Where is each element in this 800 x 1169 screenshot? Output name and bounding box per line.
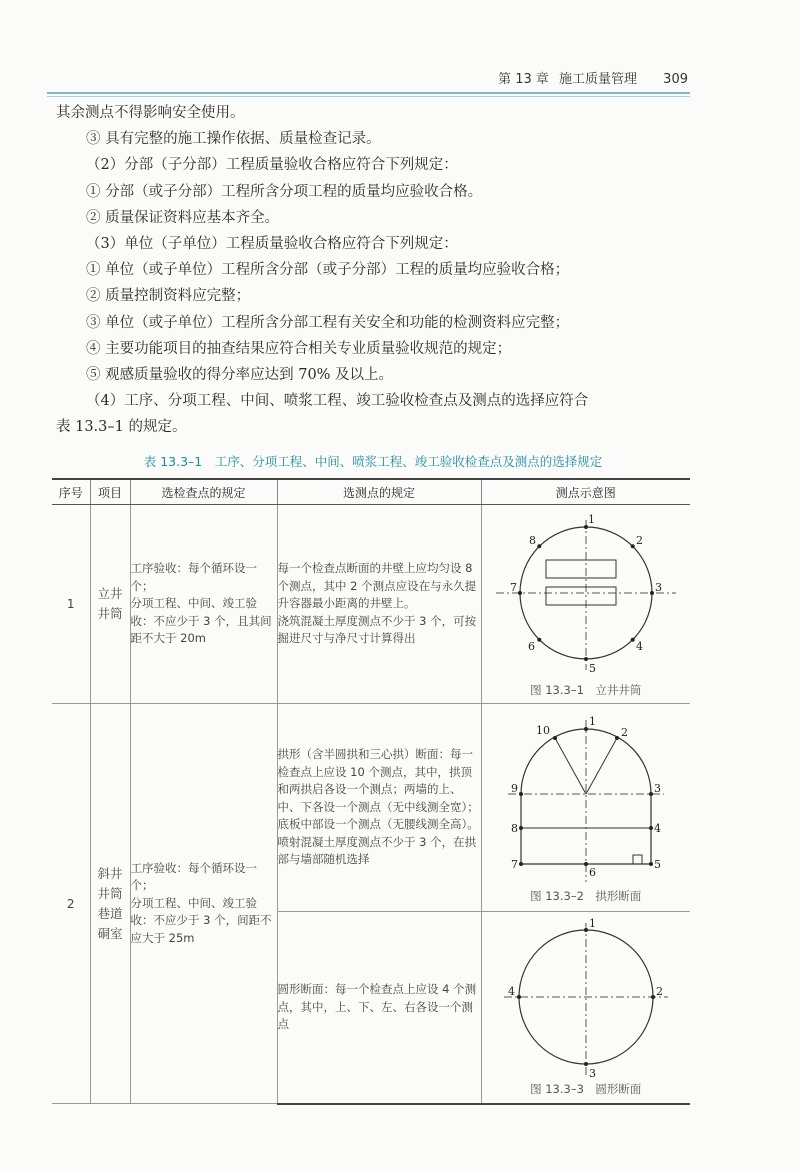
- check-rule-text: 工序验收：每个循环设一个； 分项工程、中间、竣工验收：不应少于 3 个，间距不应大于 25m: [130, 860, 272, 945]
- body-line: 表 13.3–1 的规定。: [56, 419, 187, 436]
- body-line: ③ 单位（或子单位）工程所含分部工程有关安全和功能的检测资料应完整；: [86, 314, 570, 331]
- header-text: [492, 68, 688, 87]
- point-rule-cell: [277, 912, 481, 1104]
- point-rule-cell: [277, 704, 481, 912]
- point-label: 6: [588, 865, 596, 879]
- col-header-point-rule: 选测点的规定: [277, 479, 481, 505]
- body-line: （4）工序、分项工程、中间、喷浆工程、竣工验收检查点及测点的选择应符合: [86, 393, 589, 410]
- row-item: [90, 505, 130, 704]
- running-header: [47, 68, 690, 90]
- body-line: ⑤ 观感质量验收的得分率应达到 70% 及以上。: [86, 367, 394, 384]
- chapter-title: 施工质量管理: [559, 72, 638, 87]
- figure-caption: 图 13.3–3 圆形断面: [530, 1082, 642, 1097]
- col-header-check-rule: 选检查点的规定: [130, 479, 277, 505]
- col-header-figure: 测点示意图: [481, 479, 690, 505]
- col-header-item: 项目: [90, 479, 130, 505]
- body-line: ② 质量控制资料应完整；: [86, 288, 251, 305]
- row-item: [90, 704, 130, 1104]
- figure-caption: 图 13.3–2 拱形断面: [530, 888, 642, 903]
- point-label: 2: [635, 534, 643, 547]
- table-caption: 表 13.3–1 工序、分项工程、中间、喷浆工程、竣工验收检查点及测点的选择规定: [143, 454, 603, 469]
- check-rule-cell: [130, 505, 277, 704]
- arch-section-figure: [486, 712, 686, 888]
- body-line: ① 分部（或子分部）工程所含分项工程的质量均应验收合格。: [86, 183, 483, 200]
- table-row: [52, 704, 690, 912]
- point-rule-text: 每一个检查点断面的井壁上应均匀设 8 个测点，其中 2 个测点应设在与永久提升容器最小距离的井壁上。 浇筑混凝土厚度测点不少于 3 个，可按掘进尺寸与净尺寸计算得出: [277, 561, 477, 646]
- check-rule-text: 工序验收：每个循环设一个； 分项工程、中间、竣工验收：不应少于 3 个，且其间距不大于 20m: [130, 561, 272, 646]
- point-label: 8: [528, 534, 536, 547]
- point-label: 1: [587, 513, 595, 526]
- body-line: （3）单位（子单位）工程质量验收合格应符合下列规定：: [86, 236, 458, 253]
- body-line: ④ 主要功能项目的抽查结果应符合相关专业质量验收规范的规定；: [86, 340, 512, 357]
- point-label: 5: [588, 662, 596, 675]
- point-label: 6: [527, 640, 535, 653]
- body-line: 其余测点不得影响安全使用。: [56, 105, 245, 121]
- row-number: 1: [52, 505, 90, 704]
- body-text: [56, 100, 690, 441]
- body-line: （2）分部（子分部）工程质量验收合格应符合下列规定：: [86, 157, 458, 174]
- point-label: 3: [654, 581, 662, 594]
- row-number: 2: [52, 704, 90, 1104]
- check-rule-cell: [130, 704, 277, 1104]
- body-line: ③ 具有完整的施工操作依据、质量检查记录。: [86, 131, 381, 148]
- header-rule-thin: [47, 96, 690, 97]
- point-rule-text: 圆形断面：每一个检查点上应设 4 个测点，其中，上、下、左、右各设一个测点: [277, 982, 477, 1031]
- header-rule: [47, 92, 690, 94]
- point-label: 1: [588, 714, 596, 728]
- table-row: [52, 505, 690, 704]
- figure-caption: 图 13.3–1 立井井筒: [530, 683, 642, 697]
- page-number: 309: [663, 72, 688, 87]
- table-header-row: [52, 479, 690, 505]
- figure-cell: [481, 912, 690, 1104]
- point-label: 3: [588, 1067, 596, 1081]
- point-rule-cell: [277, 505, 481, 704]
- point-rule-text: 拱形（含半圆拱和三心拱）断面：每一检查点上应设 10 个测点，其中，拱顶和两拱启各设一个测点；两墙的上、中、下各设一个测点（无中线测全宽）；底板中部设一个测点（无腰线测全高）。 喷射混凝土厚度测点不少于 3 个，在拱部与墙部随机选择: [277, 747, 479, 867]
- row-item-text: 立井 井筒: [97, 586, 123, 621]
- point-label: 7: [510, 857, 518, 871]
- point-label: 2: [655, 985, 663, 999]
- point-label: 4: [653, 821, 661, 835]
- point-label: 1: [588, 917, 596, 931]
- figure-cell: [481, 505, 690, 704]
- figure-cell: [481, 704, 690, 912]
- point-label: 5: [653, 857, 661, 871]
- circular-section-figure: [486, 917, 686, 1081]
- point-label: 10: [535, 723, 550, 737]
- chapter-number: 第 13 章: [498, 72, 549, 87]
- point-label: 4: [507, 985, 515, 999]
- point-label: 2: [620, 725, 628, 739]
- point-label: 7: [509, 581, 517, 594]
- col-header-num: 序号: [52, 479, 90, 505]
- point-label: 4: [635, 640, 643, 653]
- body-line: ② 质量保证资料应基本齐全。: [86, 209, 280, 226]
- point-label: 3: [653, 781, 661, 795]
- body-line: ① 单位（或子单位）工程所含分部（或子分部）工程的质量均应验收合格；: [86, 262, 570, 279]
- point-label: 9: [510, 781, 518, 795]
- point-label: 8: [510, 821, 518, 835]
- row-item-text: 斜井 井筒 巷道 硐室: [97, 865, 123, 941]
- spec-table: [52, 478, 690, 1105]
- shaft-section-figure: [486, 510, 686, 682]
